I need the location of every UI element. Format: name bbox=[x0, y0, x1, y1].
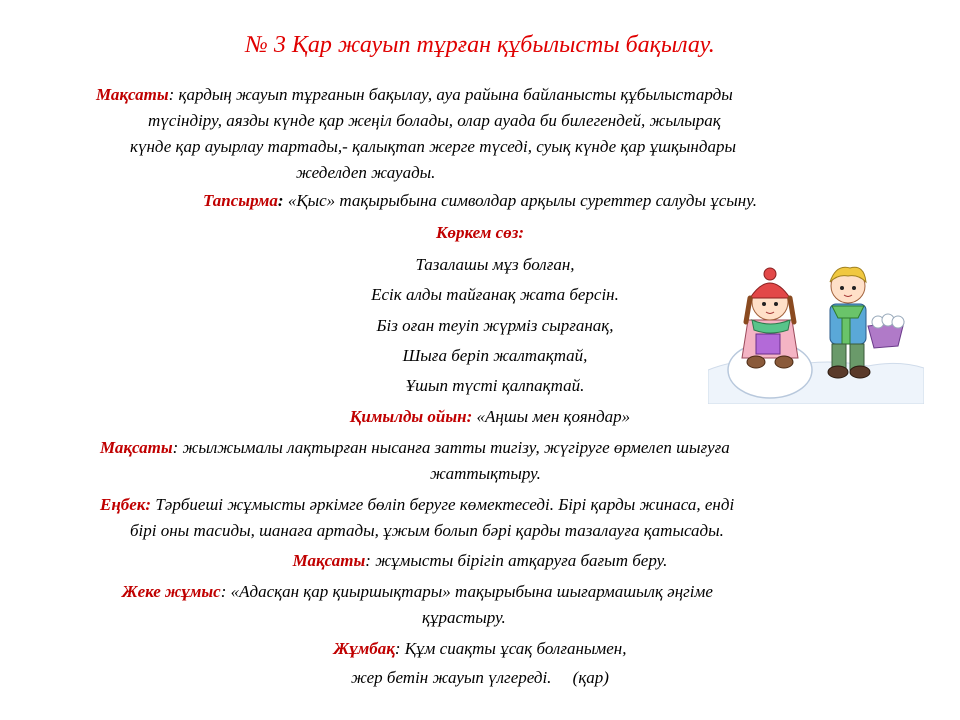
riddle-label: Жұмбақ bbox=[333, 639, 395, 658]
work-label: Еңбек: bbox=[100, 495, 152, 514]
riddle-line2: жер бетін жауып үлгереді. (қар) bbox=[351, 668, 609, 687]
work-line2: бірі оны тасиды, шанаға артады, ұжым болып бәрі қарды тазалауға қатысады. bbox=[130, 521, 724, 540]
goal3-text: : жұмысты бірігіп атқаруға бағыт беру. bbox=[365, 551, 668, 570]
game-text: «Аңшы мен қояндар» bbox=[472, 407, 631, 426]
task-text: «Қыс» тақырыбына символдар арқылы суреттер салуды ұсыну. bbox=[283, 191, 757, 210]
goal1-label: Мақсаты bbox=[96, 85, 169, 104]
goal1-line3: күнде қар ауырлау тартады,- қалықтап жерге түседі, суық күнде қар ұшқындары bbox=[130, 137, 736, 156]
task-colon: : bbox=[277, 191, 284, 210]
poem-line-4: Шыға беріп жалтақтай, bbox=[402, 346, 588, 365]
goal2-label: Мақсаты bbox=[100, 438, 173, 457]
individual-line2: құрастыру. bbox=[422, 608, 506, 627]
artistic-label: Көркем сөз: bbox=[436, 223, 524, 242]
game-label: Қимылды ойын: bbox=[349, 407, 473, 426]
work-paragraph bbox=[100, 492, 920, 544]
individual-label: Жеке жұмыс bbox=[122, 582, 221, 601]
goal3-line bbox=[0, 548, 960, 574]
task-line bbox=[0, 188, 960, 214]
goal1-line4: жеделдеп жауады. bbox=[296, 163, 436, 182]
goal2-paragraph bbox=[100, 435, 920, 487]
riddle-line1 bbox=[0, 636, 960, 662]
goal2-line1: : жылжымалы лақтырған нысанға затты тигізу, жүгіруге өрмелеп шығуға bbox=[172, 438, 730, 457]
kids-in-snow-illustration bbox=[708, 262, 924, 404]
page-title: № 3 Қар жауып тұрған құбылысты бақылау. bbox=[245, 32, 715, 58]
individual-paragraph bbox=[122, 579, 922, 631]
goal1-line1: : қардың жауып тұрғанын бақылау, ауа райына байланысты құбылыстарды bbox=[168, 85, 733, 104]
goal2-line2: жаттықтыру. bbox=[430, 464, 541, 483]
task-label: Тапсырма bbox=[203, 191, 278, 210]
girl-figure bbox=[742, 268, 798, 368]
individual-line1: : «Адасқан қар қиыршықтары» тақырыбына шығармашылқ әңгіме bbox=[220, 582, 713, 601]
boy-figure bbox=[828, 267, 904, 378]
poem-line-1: Тазалашы мұз болған, bbox=[415, 255, 575, 274]
poem-line-5: Ұшып түсті қалпақтай. bbox=[405, 376, 585, 395]
goal1-line2: түсіндіру, аязды күнде қар жеңіл болады, олар ауада би билегендей, жылырақ bbox=[148, 111, 721, 130]
riddle-line1-text: : Құм сиақты ұсақ болғанымен, bbox=[394, 639, 627, 658]
game-line bbox=[0, 404, 960, 430]
poem-line-3: Біз оған теуіп жүрміз сырғанақ, bbox=[376, 316, 614, 335]
poem-line-2: Есік алды тайғанақ жата берсін. bbox=[371, 285, 619, 304]
work-line1: Тәрбиеші жұмысты әркімге бөліп беруге көмектеседі. Бірі қарды жинаса, енді bbox=[151, 495, 735, 514]
goal3-label: Мақсаты bbox=[292, 551, 366, 570]
goal1-paragraph bbox=[96, 82, 916, 186]
